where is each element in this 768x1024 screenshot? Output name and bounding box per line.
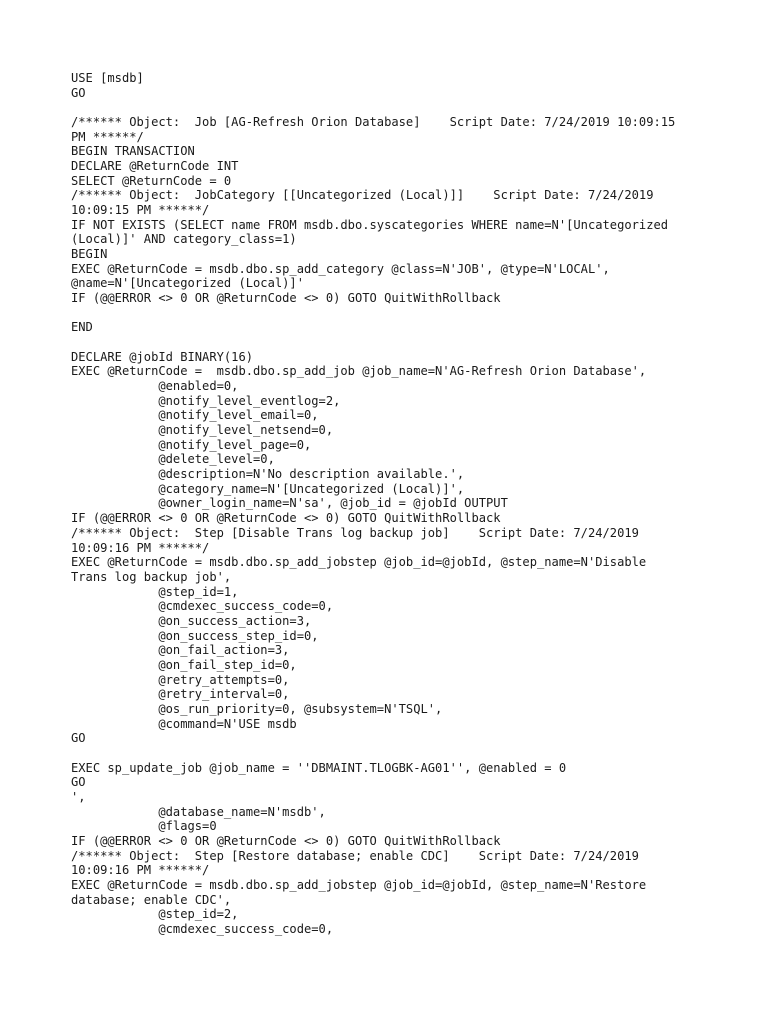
code-line: GO (71, 85, 86, 100)
code-line (71, 306, 731, 321)
code-line: @on_success_action=3, (71, 613, 312, 628)
code-line: @enabled=0, (71, 379, 239, 394)
code-line: 10:09:16 PM ******/ (71, 863, 210, 878)
code-line (71, 746, 731, 761)
code-line: PM ******/ (71, 129, 144, 144)
code-line: @notify_level_page=0, (71, 437, 312, 452)
code-line: @notify_level_eventlog=2, (71, 393, 341, 408)
code-line: @step_id=1, (71, 584, 239, 599)
code-line: END (71, 320, 93, 335)
code-line: GO (71, 731, 86, 746)
code-line: /****** Object: Step [Disable Trans log backup job] Script Date: 7/24/2019 (71, 525, 639, 540)
code-line: @retry_interval=0, (71, 687, 290, 702)
code-line: /****** Object: Job [AG-Refresh Orion Database] Script Date: 7/24/2019 10:09:15 (71, 115, 676, 130)
code-line: @os_run_priority=0, @subsystem=N'TSQL', (71, 701, 443, 716)
code-line: IF (@@ERROR <> 0 OR @ReturnCode <> 0) GOTO QuitWithRollback (71, 511, 501, 526)
code-line: @cmdexec_success_code=0, (71, 599, 334, 614)
code-line: database; enable CDC', (71, 892, 232, 907)
code-line: EXEC @ReturnCode = msdb.dbo.sp_add_jobstep @job_id=@jobId, @step_name=N'Disable (71, 555, 647, 570)
document-page (71, 71, 731, 937)
code-line: @notify_level_netsend=0, (71, 423, 334, 438)
code-line: 10:09:16 PM ******/ (71, 540, 210, 555)
code-line: @name=N'[Uncategorized (Local)]' (71, 276, 304, 291)
code-line: BEGIN (71, 247, 108, 262)
code-line: @owner_login_name=N'sa', @job_id = @jobId OUTPUT (71, 496, 508, 511)
code-line: @retry_attempts=0, (71, 672, 290, 687)
code-line: @step_id=2, (71, 907, 239, 922)
code-line: @notify_level_email=0, (71, 408, 319, 423)
code-line: @delete_level=0, (71, 452, 275, 467)
code-line: @flags=0 (71, 819, 217, 834)
code-line: EXEC sp_update_job @job_name = ''DBMAINT.TLOGBK-AG01'', @enabled = 0 (71, 760, 567, 775)
code-line: @on_success_step_id=0, (71, 628, 319, 643)
code-line: SELECT @ReturnCode = 0 (71, 173, 232, 188)
code-line: GO (71, 775, 86, 790)
code-line: @cmdexec_success_code=0, (71, 921, 334, 936)
code-line: @on_fail_step_id=0, (71, 657, 297, 672)
code-line: EXEC @ReturnCode = msdb.dbo.sp_add_category @class=N'JOB', @type=N'LOCAL', (71, 261, 610, 276)
code-line: IF NOT EXISTS (SELECT name FROM msdb.dbo.syscategories WHERE name=N'[Uncategorized (71, 217, 669, 232)
code-line (71, 100, 731, 115)
code-line: Trans log backup job', (71, 569, 232, 584)
code-line: IF (@@ERROR <> 0 OR @ReturnCode <> 0) GOTO QuitWithRollback (71, 291, 501, 306)
code-line (71, 335, 731, 350)
code-line: @category_name=N'[Uncategorized (Local)]', (71, 481, 465, 496)
code-line: IF (@@ERROR <> 0 OR @ReturnCode <> 0) GOTO QuitWithRollback (71, 833, 501, 848)
code-line: @database_name=N'msdb', (71, 804, 326, 819)
code-line: (Local)]' AND category_class=1) (71, 232, 297, 247)
code-line: /****** Object: Step [Restore database; enable CDC] Script Date: 7/24/2019 (71, 848, 639, 863)
code-line: 10:09:15 PM ******/ (71, 203, 210, 218)
code-line: USE [msdb] (71, 71, 144, 85)
code-line: DECLARE @ReturnCode INT (71, 159, 239, 174)
code-line: BEGIN TRANSACTION (71, 144, 195, 159)
code-line: EXEC @ReturnCode = msdb.dbo.sp_add_job @job_name=N'AG-Refresh Orion Database', (71, 364, 647, 379)
code-line: @description=N'No description available.', (71, 467, 465, 482)
code-line: ', (71, 789, 86, 804)
code-line: EXEC @ReturnCode = msdb.dbo.sp_add_jobstep @job_id=@jobId, @step_name=N'Restore (71, 877, 647, 892)
code-line: DECLARE @jobId BINARY(16) (71, 349, 254, 364)
code-line: @command=N'USE msdb (71, 716, 297, 731)
code-line: @on_fail_action=3, (71, 643, 290, 658)
code-line: /****** Object: JobCategory [[Uncategorized (Local)]] Script Date: 7/24/2019 (71, 188, 654, 203)
